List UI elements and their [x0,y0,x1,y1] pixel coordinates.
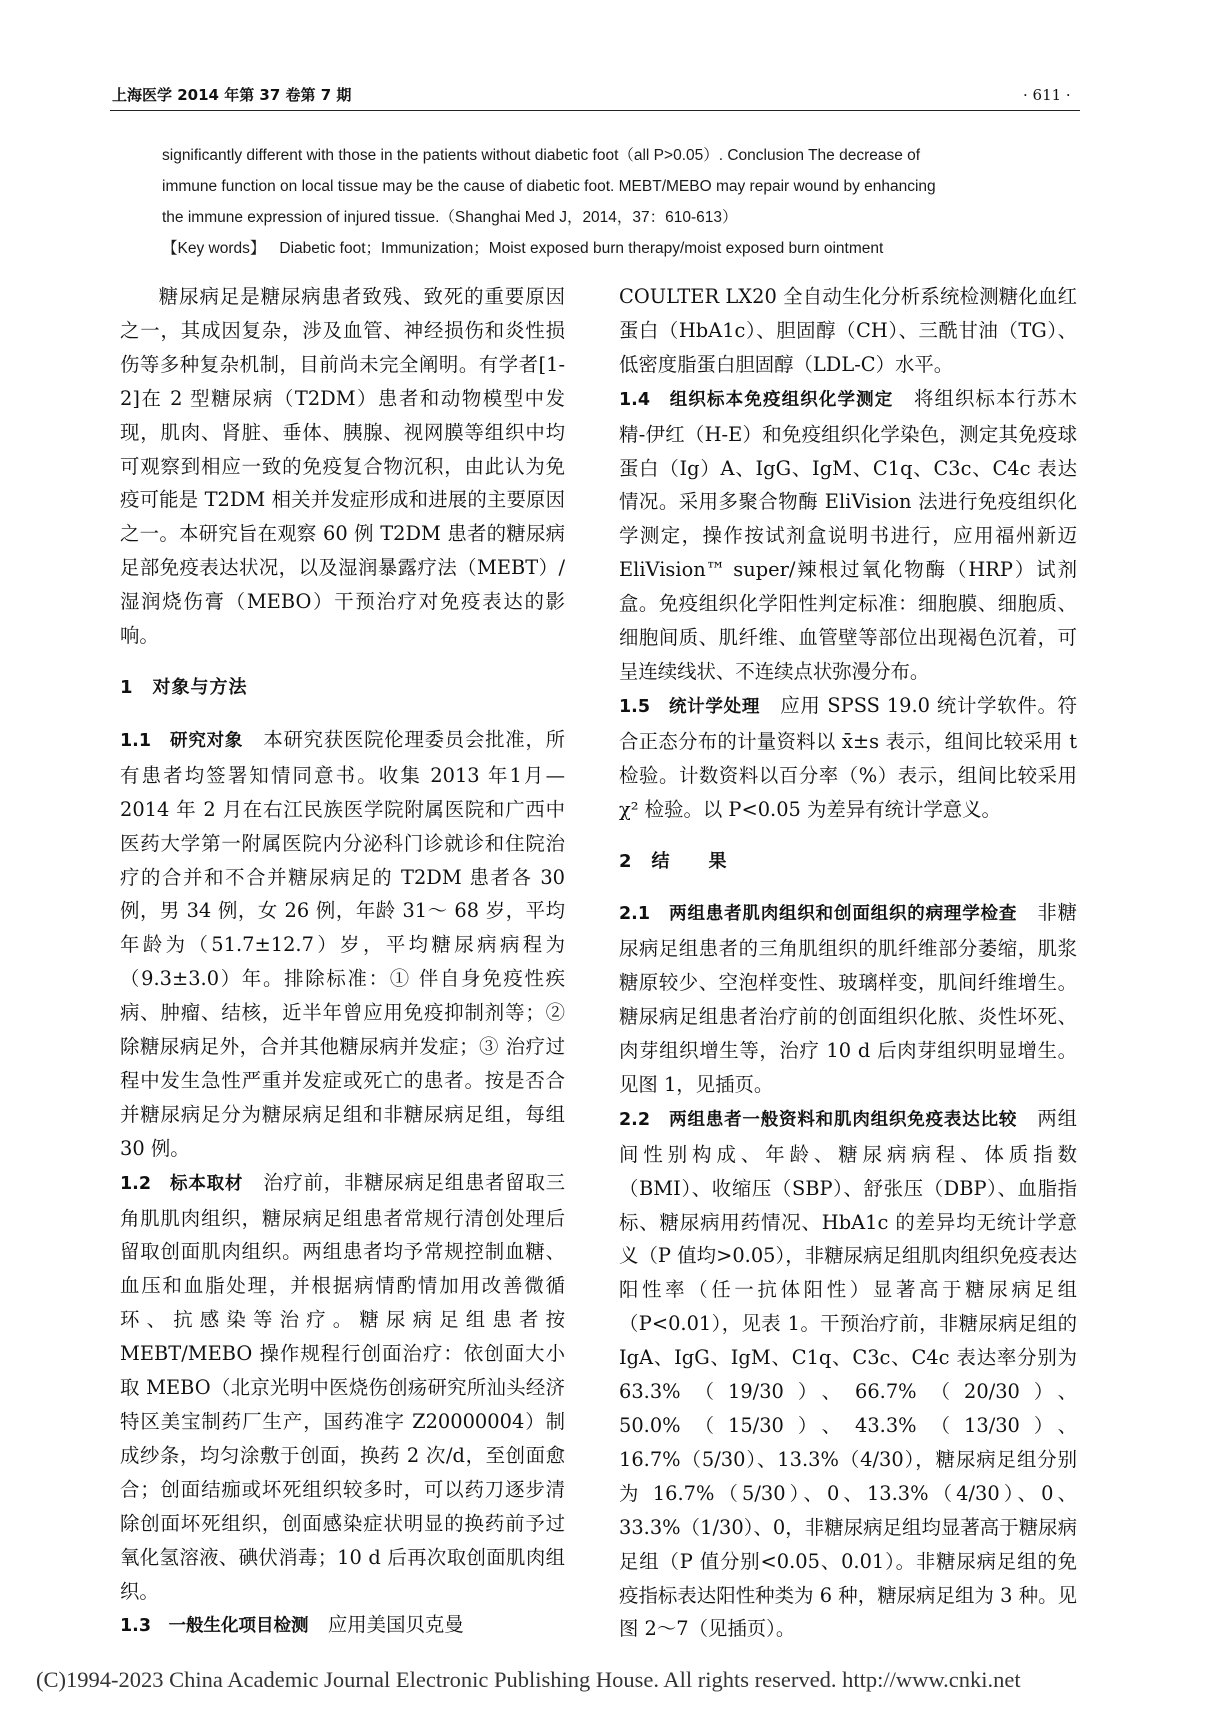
subsection-body: 治疗前，非糖尿病足组患者留取三角肌肌肉组织，糖尿病足组患者常规行清创处理后留取创面肌肉组织。两组患者均予常规控制血糖、血压和血脂处理，并根据病情酌情加用改善微循环、抗感染等治疗。糖尿病足组患者按 MEBT/MEBO 操作规程行创面治疗：依创面大小取 MEBO（北京光明中医烧伤创疡研究所汕头经济特区美宝制药厂生产，国药准字 Z20000004）制成纱条，均匀涂敷于创面，换药 2 次/d，至创面愈合；创面结痂或坏死组织较多时，可以药刀逐步清除创面坏死组织，创面感染症状明显的换药前予过氧化氢溶液、碘伏消毒；10 d 后再次取创面肌肉组织。 [120,1170,565,1603]
subsection-1-4 [619,382,1077,689]
running-header-journal: 上海医学 2014 年第 37 卷第 7 期 [112,86,352,104]
subsection-body: 应用美国贝克曼 [327,1613,464,1637]
subsection-body: 应用 SPSS 19.0 统计学软件。符合正态分布的计量资料以 x̄±s 表示，组间比较采用 t 检验。计数资料以百分率（%）表示，组间比较采用χ² 检验。以 P<0.05 为差异有统计学意义。 [619,693,1077,821]
subsection-1-3-continued: COULTER LX20 全自动生化分析系统检测糖化血红蛋白（HbA1c）、胆固醇（CH）、三酰甘油（TG）、低密度脂蛋白胆固醇（LDL-C）水平。 [619,285,1077,376]
keywords-label: 【Key words】 [162,240,266,257]
subsection-title: 1.3 一般生化项目检测 [120,1616,309,1637]
subsection-1-3 [120,1608,565,1644]
copyright-footer: (C)1994-2023 China Academic Journal Electronic Publishing House. All rights reserved. http://www.cnki.net [36,1667,1021,1692]
subsection-body: 两组间性别构成、年龄、糖尿病病程、体质指数（BMI）、收缩压（SBP）、舒张压（DBP）、血脂指标、糖尿病用药情况、HbA1c 的差异均无统计学意义（P 值均>0.05），非糖尿病足组肌肉组织免疫表达阳性率（任一抗体阳性）显著高于糖尿病足组（P<0.01），见表 1。干预治疗前，非糖尿病足组的 IgA、IgG、IgM、C1q、C3c、C4c 表达率分别为 63.3%（19/30）、66.7%（20/30）、50.0%（15/30）、43.3%（13/30）、16.7%（5/30）、13.3%（4/30），糖尿病足组分别为 16.7%（5/30）、0、13.3%（4/30）、0、33.3%（1/30）、0，非糖尿病足组均显著高于糖尿病足组（P 值分别<0.05、0.01）。非糖尿病足组的免疫指标表达阳性种类为 6 种，糖尿病足组为 3 种。见图 2～7（见插页）。 [619,1106,1078,1641]
abstract-line: immune function on local tissue may be the cause of diabetic foot. MEBT/MEBO may repair wound by enhancing [162,178,936,195]
subsection-1-5 [619,689,1077,827]
subsection-body: 非糖尿病足组患者的三角肌组织的肌纤维部分萎缩，肌浆糖原较少、空泡样变性、玻璃样变，肌间纤维增生。糖尿病足组患者治疗前的创面组织化脓、炎性坏死、肉芽组织增生等，治疗 10 d 后肉芽组织明显增生。见图 1，见插页。 [619,901,1078,1096]
subsection-title: 1.5 统计学处理 [619,696,761,717]
subsection-title: 2.2 两组患者一般资料和肌肉组织免疫表达比较 [619,1109,1018,1130]
abstract-line: the immune expression of injured tissue.（Shanghai Med J，2014，37：610-613） [162,209,738,226]
section-heading-methods: 1 对象与方法 [120,676,248,698]
subsection-title: 2.1 两组患者肌肉组织和创面组织的病理学检查 [619,904,1018,925]
subsection-body: 本研究获医院伦理委员会批准，所有患者均签署知情同意书。收集 2013 年1月—2014 年 2 月在右江民族医学院附属医院和广西中医药大学第一附属医院内分泌科门诊就诊和住院治疗的合并和不合并糖尿病足的 T2DM 患者各 30 例，男 34 例，女 26 例，年龄 31～ 68 岁，平均年龄为（51.7±12.7）岁，平均糖尿病病程为（9.3±3.0）年。排除标准：① 伴自身免疫性疾病、肿瘤、结核，近半年曾应用免疫抑制剂等；② 除糖尿病足外，合并其他糖尿病并发症；③ 治疗过程中发生急性严重并发症或死亡的患者。按是否合并糖尿病足分为糖尿病足组和非糖尿病足组，每组 30 例。 [120,727,565,1160]
left-column [120,280,565,1644]
subsection-2-2 [619,1102,1077,1647]
subsection-title: 1.4 组织标本免疫组织化学测定 [619,389,894,410]
subsection-1-1 [120,723,565,1166]
subsection-title: 1.2 标本取材 [120,1173,244,1194]
english-abstract [162,140,1052,264]
right-column [619,280,1077,1646]
abstract-line: significantly different with those in the patients without diabetic foot（all P>0.05）. Conclusion The decrease of [162,147,921,164]
subsection-title: 1.1 研究对象 [120,730,244,751]
subsection-2-1 [619,896,1077,1101]
subsection-1-2 [120,1166,565,1609]
page-number: · 611 · [1023,86,1071,104]
subsection-body: 将组织标本行苏木精-伊红（H-E）和免疫组织化学染色，测定其免疫球蛋白（Ig）A、IgG、IgM、C1q、C3c、C4c 表达情况。采用多聚合物酶 EliVision 法进行免疫组织化学测定，操作按试剂盒说明书进行，应用福州新迈 EliVision™ super/辣根过氧化物酶（HRP）试剂盒。免疫组织化学阳性判定标准：细胞膜、细胞质、细胞间质、肌纤维、血管壁等部位出现褐色沉着，可呈连续线状、不连续点状弥漫分布。 [619,386,1078,683]
keywords-line [162,233,1052,264]
intro-paragraph: 糖尿病足是糖尿病患者致残、致死的重要原因之一，其成因复杂，涉及血管、神经损伤和炎性损伤等多种复杂机制，目前尚未完全阐明。有学者[1-2]在 2 型糖尿病（T2DM）患者和动物模型中发现，肌肉、肾脏、垂体、胰腺、视网膜等组织中均可观察到相应一致的免疫复合物沉积，由此认为免疫可能是 T2DM 相关并发症形成和进展的主要原因之一。本研究旨在观察 60 例 T2DM 患者的糖尿病足部免疫表达状况，以及湿润暴露疗法（MEBT）/湿润烧伤膏（MEBO）干预治疗对免疫表达的影响。 [120,285,565,648]
header-rule [110,110,1080,111]
keywords-text: Diabetic foot；Immunization；Moist exposed burn therapy/moist exposed burn ointment [279,240,884,257]
section-heading-results: 2 结 果 [619,850,728,872]
